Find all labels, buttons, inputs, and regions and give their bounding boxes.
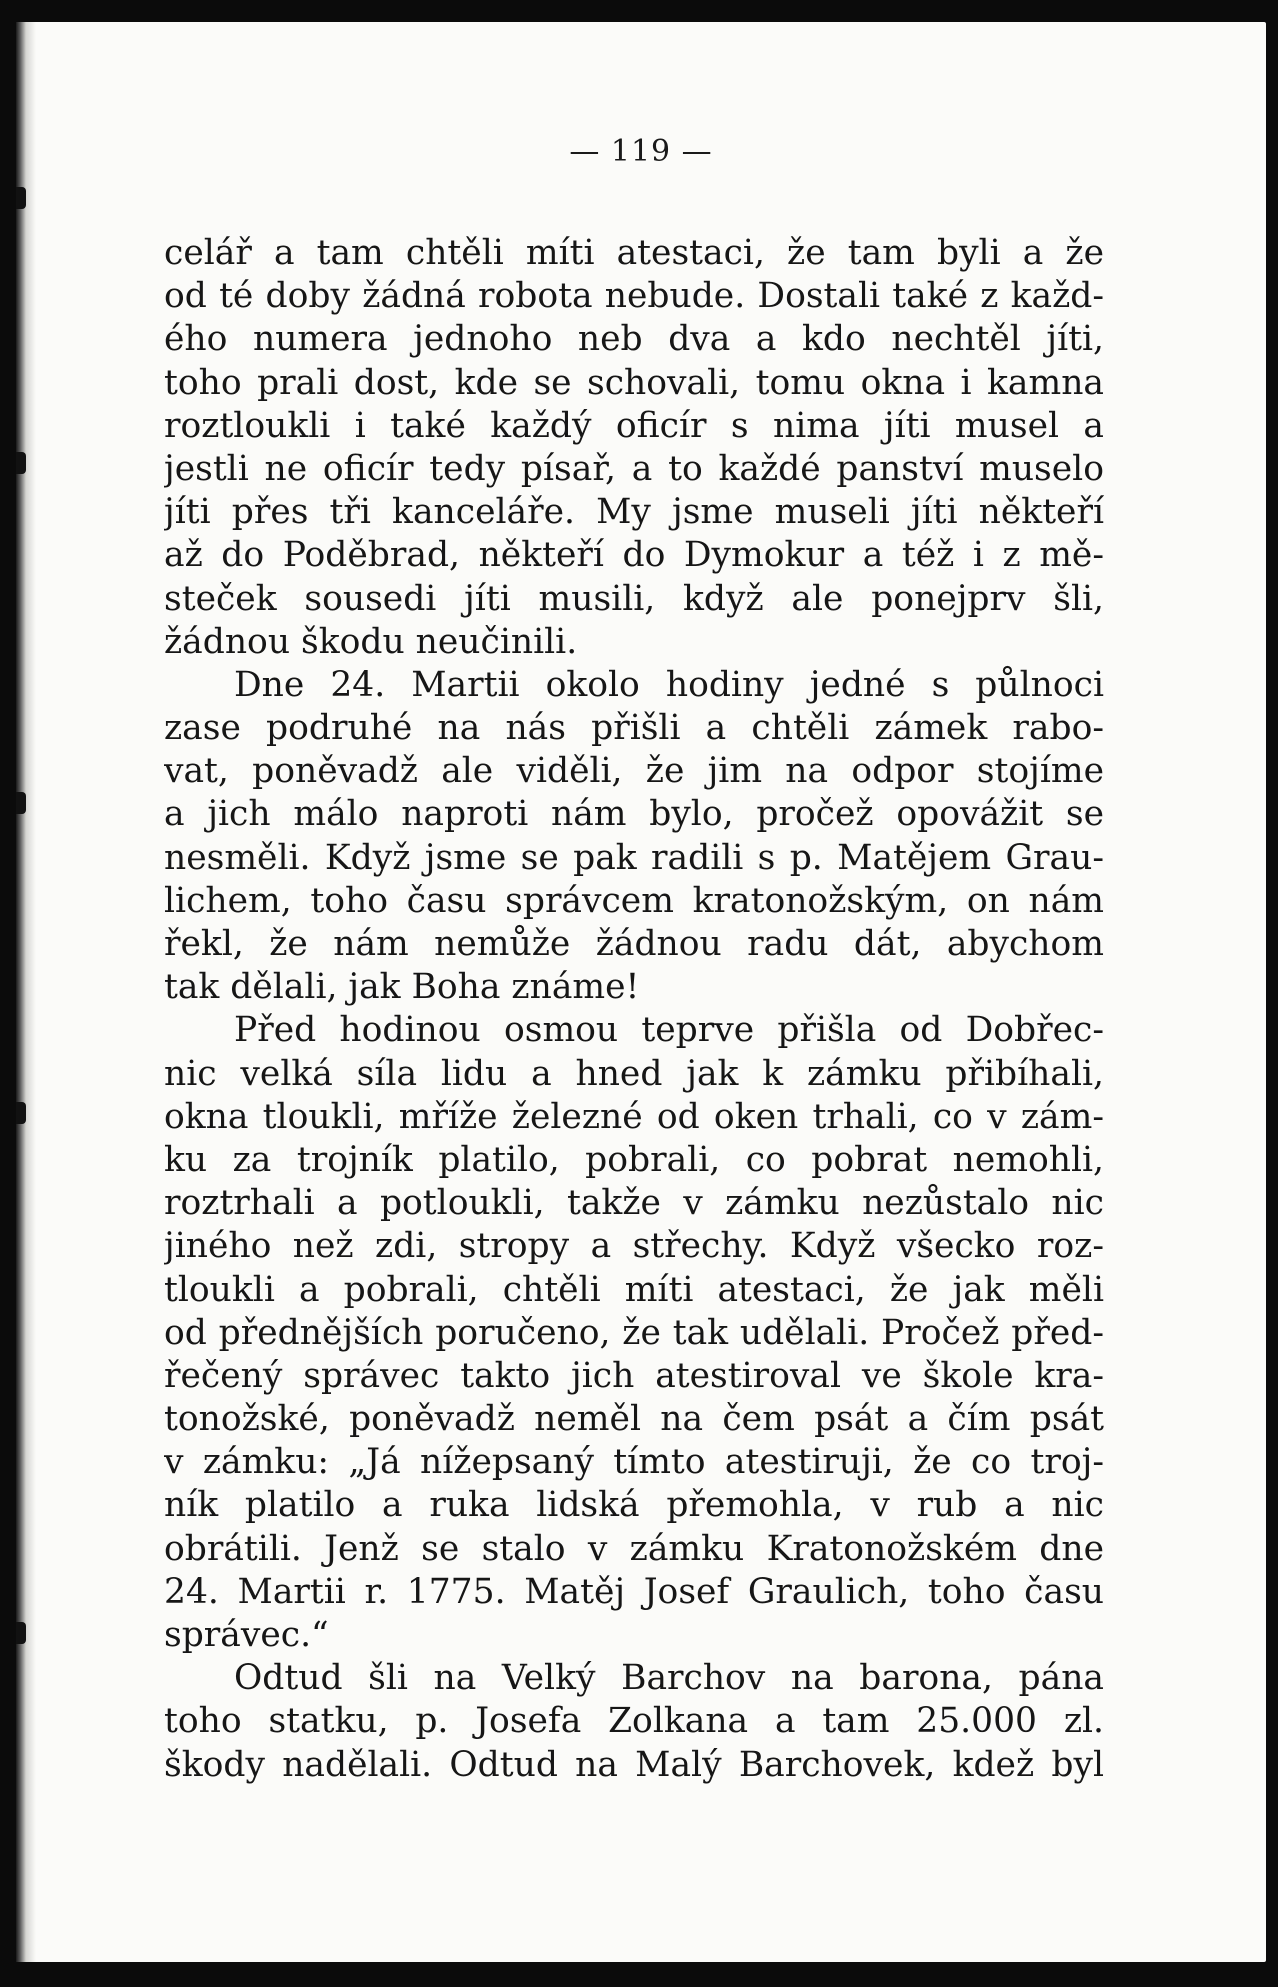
text-line: roztloukli i také každý oficír s nima jíti musel a [164, 405, 1104, 446]
text-line: vat, poněvadž ale viděli, že jim na odpor stojíme [164, 751, 1104, 792]
text-line: jíti přes tři kanceláře. My jsme museli jíti někteří [164, 492, 1104, 533]
body-text [164, 232, 1104, 1787]
text-line: řekl, že nám nemůže žádnou radu dát, abychom [164, 924, 1104, 964]
text-line: ku za trojník platilo, pobrali, co pobrat nemohli, [164, 1139, 1104, 1180]
text-line: Před hodinou osmou teprve přišla od Dobřec- [234, 1010, 1104, 1051]
text-line: škody nadělali. Odtud na Malý Barchovek, kdež byl [164, 1744, 1104, 1785]
text-line: celář a tam chtěli míti atestaci, že tam byli a že [164, 233, 1104, 273]
page-number: — 119 — [569, 134, 713, 169]
text-line: tonožské, poněvadž neměl na čem psát a čím psát [164, 1399, 1104, 1440]
text-line: jestli ne oficír tedy písař, a to každé panství muselo [164, 448, 1104, 489]
text-line: Dne 24. Martii okolo hodiny jedné s půlnoci [234, 664, 1104, 705]
text-line: správec.“ [164, 1615, 329, 1655]
text-line: nic velká síla lidu a hned jak k zámku přibíhali, [164, 1053, 1104, 1094]
text-line: ého numera jednoho neb dva a kdo nechtěl jíti, [164, 319, 1104, 360]
book-page [16, 22, 1266, 1962]
text-line: obrátili. Jenž se stalo v zámku Kratonožském dne [164, 1528, 1104, 1569]
text-line: roztrhali a potloukli, takže v zámku nezůstalo nic [164, 1183, 1104, 1224]
text-line: řečený správec takto jich atestiroval ve škole kra- [164, 1355, 1104, 1396]
text-line: nesměli. Když jsme se pak radili s p. Matějem Grau- [164, 837, 1104, 878]
text-line: až do Poděbrad, někteří do Dymokur a též i z mě- [164, 535, 1104, 576]
text-line: tak dělali, jak Boha známe! [164, 967, 640, 1008]
text-line: od té doby žádná robota nebude. Dostali také z každ- [164, 276, 1104, 317]
text-line: a jich málo naproti nám bylo, pročež opovážit se [164, 794, 1104, 835]
binding-mark [16, 452, 26, 474]
text-line: žádnou škodu neučinili. [164, 621, 578, 662]
binding-mark [16, 792, 26, 814]
binding-mark [16, 187, 26, 209]
text-line: ník platilo a ruka lidská přemohla, v rub a nic [164, 1485, 1104, 1526]
text-line: od přednějších poručeno, že tak udělali. Pročež před- [164, 1312, 1104, 1353]
text-line: zase podruhé na nás přišli a chtěli zámek rabo- [164, 708, 1104, 749]
text-line: lichem, toho času správcem kratonožským, on nám [164, 880, 1104, 921]
book-spine-shadow [16, 22, 36, 1962]
text-line: okna tloukli, mříže železné od oken trhali, co v zám- [164, 1096, 1104, 1137]
text-line: toho statku, p. Josefa Zolkana a tam 25.000 zl. [164, 1701, 1104, 1742]
text-line: jiného než zdi, stropy a střechy. Když všecko roz- [164, 1226, 1104, 1267]
text-line: steček sousedi jíti musili, když ale ponejprv šli, [164, 578, 1104, 619]
binding-mark [16, 1102, 26, 1124]
text-line: Odtud šli na Velký Barchov na barona, pána [234, 1658, 1104, 1699]
text-line: tloukli a pobrali, chtěli míti atestaci, že jak měli [164, 1269, 1104, 1310]
text-line: 24. Martii r. 1775. Matěj Josef Graulich, toho času [164, 1571, 1104, 1612]
text-line: v zámku: „Já nížepsaný tímto atestiruji, že co troj- [164, 1442, 1104, 1483]
text-line: toho prali dost, kde se schovali, tomu okna i kamna [164, 362, 1104, 403]
binding-mark [16, 1622, 26, 1644]
